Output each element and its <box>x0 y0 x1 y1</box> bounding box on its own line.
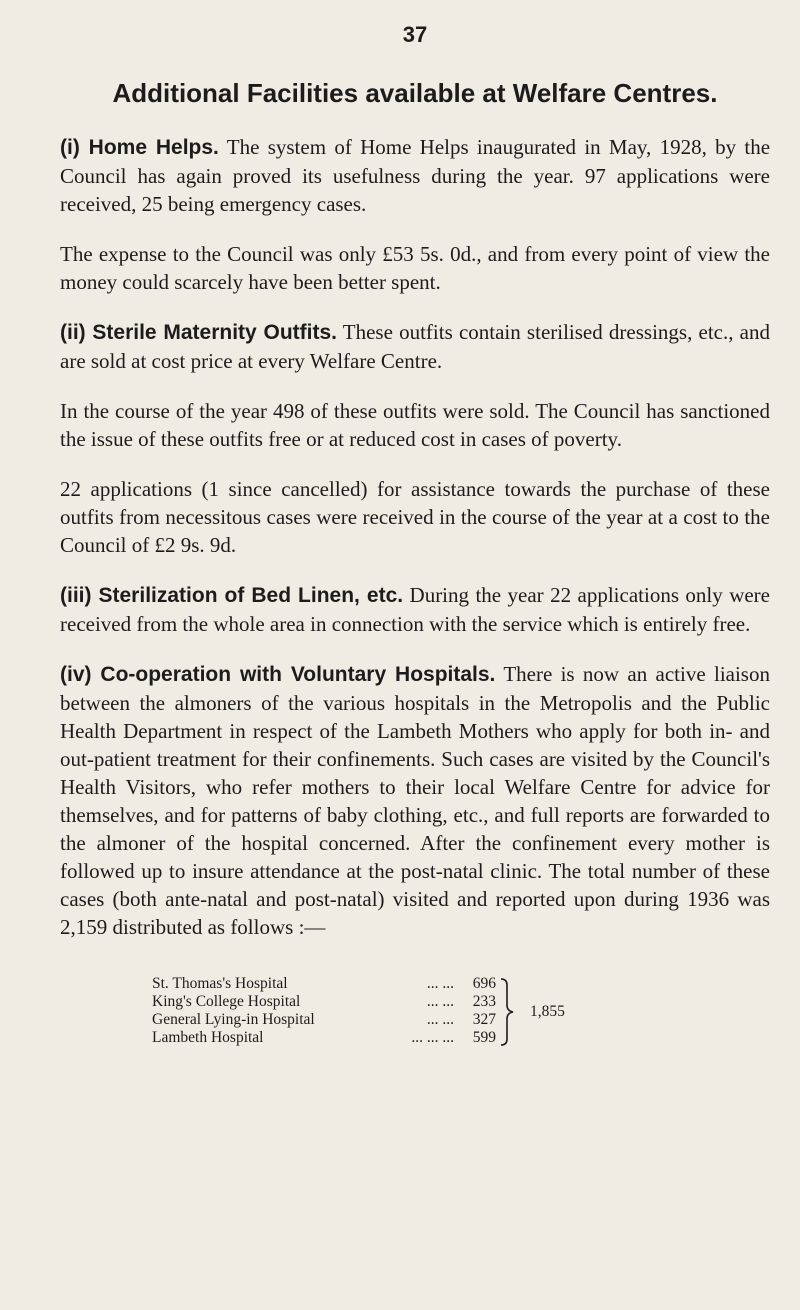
dot-leader: ... ... <box>426 993 454 1010</box>
hospital-count: 233 <box>472 993 496 1010</box>
paragraph-text: The system of Home Helps inaugurated in May, 1928, by the Council has again proved its usefulness during the year. 97 applications were received, 25 being emergency cases. <box>60 135 771 216</box>
hospital-name: St. Thomas's Hospital <box>152 975 288 992</box>
hospital-name: General Lying-in Hospital <box>152 1011 315 1028</box>
page-number: 37 <box>402 22 428 47</box>
paragraph-outfits-sold <box>60 397 770 453</box>
paragraph-text: During the year 22 applications only were received from the whole area in connection with the service which is entirely free. <box>60 583 770 636</box>
hospital-count: 599 <box>472 1029 496 1046</box>
hospital-distribution-table <box>152 975 672 1047</box>
section-lead-home-helps: (i) Home Helps. <box>60 136 219 159</box>
dot-leader: ... ... <box>426 1011 454 1028</box>
hospital-name: King's College Hospital <box>152 993 301 1010</box>
paragraph-voluntary-hospitals <box>60 660 770 941</box>
hospital-count: 327 <box>472 1011 496 1028</box>
table-row <box>152 975 672 993</box>
section-lead-bed-linen: (iii) Sterilization of Bed Linen, etc. <box>60 584 404 607</box>
paragraph-text: The expense to the Council was only £53 5s. 0d., and from every point of view the money could scarcely have been better spent. <box>60 242 770 294</box>
paragraph-text: 22 applications (1 since cancelled) for assistance towards the purchase of these outfits from necessitous cases were received in the course of the year at a cost to the Council of £2 9s. 9d. <box>60 477 770 557</box>
paragraph-expense <box>60 240 770 296</box>
paragraph-text: In the course of the year 498 of these outfits were sold. The Council has sanctioned the issue of these outfits free or at reduced cost in cases of poverty. <box>60 399 770 451</box>
paragraph-bed-linen <box>60 581 770 638</box>
curly-brace-icon <box>499 977 515 1047</box>
document-page <box>60 22 770 1047</box>
table-row <box>152 1029 672 1047</box>
table-row <box>152 1011 672 1029</box>
table-row <box>152 993 672 1011</box>
section-lead-voluntary-hospitals: (iv) Co-operation with Voluntary Hospitals. <box>60 663 496 686</box>
paragraph-outfit-applications <box>60 475 770 559</box>
table-total: 1,855 <box>530 1003 565 1020</box>
paragraph-home-helps <box>60 133 770 218</box>
page-heading: Additional Facilities available at Welfare Centres. <box>112 78 718 108</box>
dot-leader: ... ... ... <box>411 1029 454 1046</box>
dot-leader: ... ... <box>426 975 454 992</box>
paragraph-text: There is now an active liaison between the almoners of the various hospitals in the Metropolis and the Public Health Department in respect of the Lambeth Mothers who apply for both in- and out-patient treatment for their confinements. Such cases are visited by the Council's Health Visitors, who refer mothers to their local Welfare Centre for advice for themselves, and for patterns of baby clothing, etc., and full reports are forwarded to the almoner of the hospital concerned. After the confinement every mother is followed up to insure attendance at the post-natal clinic. The total number of these cases (both ante-natal and post-natal) visited and reported upon during 1936 was 2,159 distributed as follows :— <box>60 662 770 939</box>
hospital-name: Lambeth Hospital <box>152 1029 264 1046</box>
paragraph-text: These outfits contain sterilised dressings, etc., and are sold at cost price at every Welfare Centre. <box>60 320 770 373</box>
section-lead-maternity-outfits: (ii) Sterile Maternity Outfits. <box>60 321 337 344</box>
paragraph-maternity-outfits <box>60 318 770 375</box>
hospital-count: 696 <box>472 975 496 992</box>
